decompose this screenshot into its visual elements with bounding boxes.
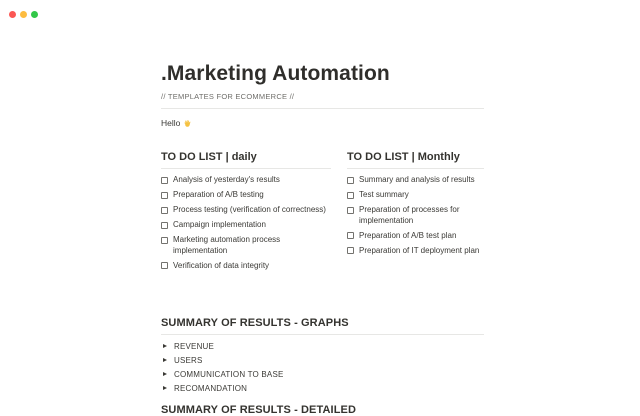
checkbox-unchecked[interactable] <box>161 177 168 184</box>
window-close-button[interactable] <box>9 11 16 18</box>
page-title: .Marketing Automation <box>161 62 390 85</box>
todo-item <box>347 246 484 257</box>
checkbox-unchecked[interactable] <box>161 207 168 214</box>
todo-item <box>347 175 484 186</box>
todo-item-label: Preparation of IT deployment plan <box>359 245 480 255</box>
todo-item-label: Preparation of processes for implementation <box>359 205 460 225</box>
todo-item-label: Verification of data integrity <box>173 260 270 270</box>
todo-item-label: Marketing automation process implementation <box>173 235 281 255</box>
waving-hand-emoji-icon <box>183 119 192 128</box>
checkbox-unchecked[interactable] <box>347 247 354 254</box>
toggle-row-users[interactable] <box>161 356 484 365</box>
greeting-text: Hello <box>161 118 181 128</box>
toggle-row-revenue[interactable] <box>161 342 484 351</box>
todo-item <box>161 205 331 216</box>
todo-item-label: Preparation of A/B testing <box>173 190 264 199</box>
toggle-row-communication-to-base[interactable] <box>161 370 484 379</box>
checkbox-unchecked[interactable] <box>161 237 168 244</box>
toggle-label: COMMUNICATION TO BASE <box>174 369 284 379</box>
window-minimize-button[interactable] <box>20 11 27 18</box>
todo-column-monthly <box>347 151 484 276</box>
summary-graphs-section <box>161 317 484 393</box>
todo-item <box>161 220 331 231</box>
page-subtitle: // TEMPLATES FOR ECOMMERCE // <box>161 92 295 101</box>
title-divider <box>161 108 484 109</box>
checkbox-unchecked[interactable] <box>161 262 168 269</box>
summary-graphs-divider <box>161 334 484 335</box>
checkbox-unchecked[interactable] <box>161 192 168 199</box>
checkbox-unchecked[interactable] <box>347 177 354 184</box>
todo-monthly-list <box>347 175 484 256</box>
summary-graphs-heading: SUMMARY OF RESULTS - GRAPHS <box>161 316 349 329</box>
toggle-triangle-icon[interactable] <box>163 372 167 376</box>
greeting-line <box>161 118 484 129</box>
toggle-label: USERS <box>174 355 203 365</box>
checkbox-unchecked[interactable] <box>347 192 354 199</box>
summary-detailed-heading: SUMMARY OF RESULTS - DETAILED <box>161 403 356 416</box>
todo-columns <box>161 151 484 276</box>
todo-item-label: Summary and analysis of results <box>359 175 475 184</box>
toggle-label: RECOMANDATION <box>174 383 248 393</box>
checkbox-unchecked[interactable] <box>161 222 168 229</box>
todo-item-label: Test summary <box>359 190 409 199</box>
page-content <box>161 62 484 416</box>
todo-column-daily <box>161 151 331 276</box>
toggle-triangle-icon[interactable] <box>163 386 167 390</box>
todo-item-label: Analysis of yesterday's results <box>173 175 280 184</box>
todo-item <box>161 261 331 272</box>
window-controls <box>9 11 38 18</box>
todo-item-label: Process testing (verification of correctness) <box>173 205 326 214</box>
todo-monthly-heading: TO DO LIST | Monthly <box>347 151 484 169</box>
checkbox-unchecked[interactable] <box>347 232 354 239</box>
todo-item-label: Campaign implementation <box>173 220 266 229</box>
todo-item <box>161 175 331 186</box>
toggle-triangle-icon[interactable] <box>163 344 167 348</box>
todo-item <box>347 190 484 201</box>
todo-item <box>347 205 484 226</box>
todo-item <box>161 190 331 201</box>
todo-daily-heading: TO DO LIST | daily <box>161 151 331 169</box>
todo-item <box>161 235 331 256</box>
toggle-triangle-icon[interactable] <box>163 358 167 362</box>
checkbox-unchecked[interactable] <box>347 207 354 214</box>
todo-item-label: Preparation of A/B test plan <box>359 230 457 240</box>
todo-item <box>347 231 484 242</box>
summary-graphs-toggle-list <box>161 342 484 393</box>
toggle-row-recomandation[interactable] <box>161 384 484 393</box>
window-zoom-button[interactable] <box>31 11 38 18</box>
todo-daily-list <box>161 175 331 271</box>
toggle-label: REVENUE <box>174 341 215 351</box>
